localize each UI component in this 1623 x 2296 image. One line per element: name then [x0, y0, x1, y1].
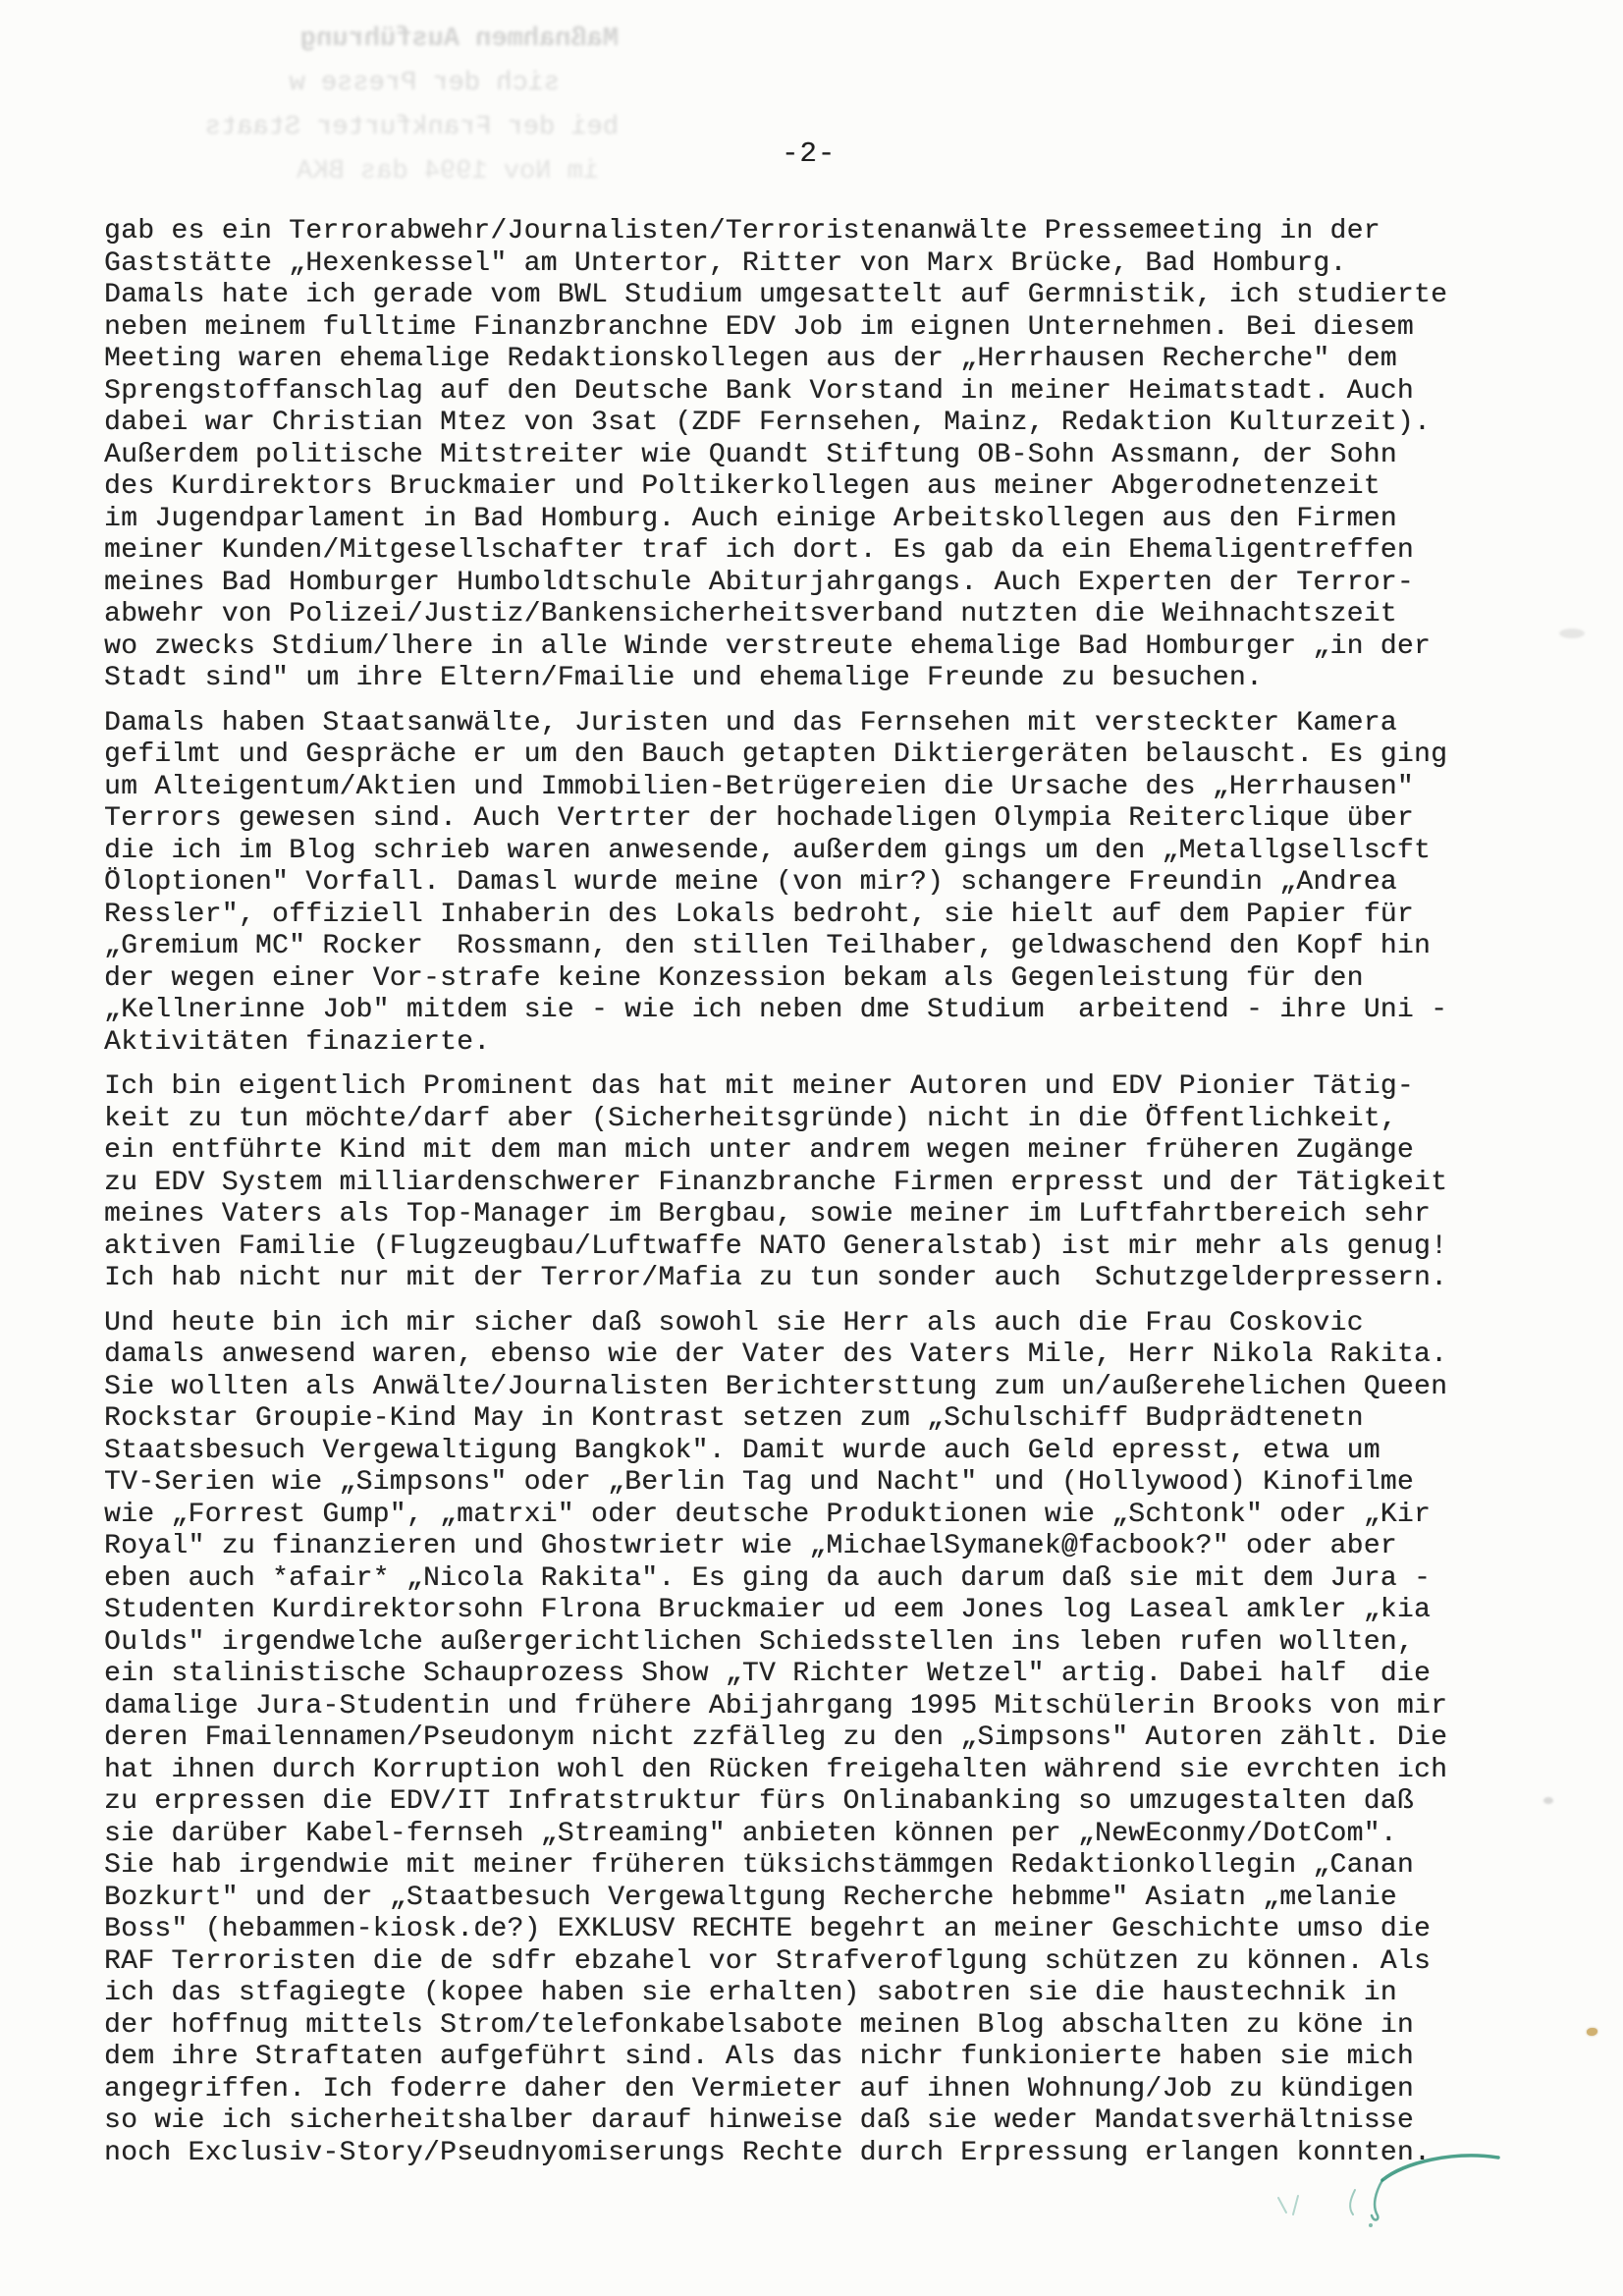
text-line: im Jugendparlament in Bad Homburg. Auch einige Arbeitskollegen aus den Firmen — [104, 503, 1397, 534]
text-line: Aktivitäten finazierte. — [104, 1026, 491, 1058]
faint-smudge — [1559, 629, 1585, 638]
text-line: Meeting waren ehemalige Redaktionskollegen aus der „Herrhausen Recherche" dem — [104, 344, 1397, 374]
text-line: keit zu tun möchte/darf aber (Sicherheitsgründe) nicht in die Öffentlichkeit, — [104, 1103, 1397, 1134]
text-line: um Alteigentum/Aktien und Immobilien-Betrügereien die Ursache des „Herrhausen" — [104, 771, 1415, 802]
text-line: damals anwesend waren, ebenso wie der Vater des Vaters Mile, Herr Nikola Rakita. — [104, 1339, 1448, 1370]
paragraph — [104, 1308, 1538, 2170]
text-line: Ich bin eigentlich Prominent das hat mit meiner Autoren und EDV Pionier Tätig- — [104, 1071, 1415, 1102]
text-line: „Gremium MC" Rocker Rossmann, den stillen Teilhaber, geldwaschend den Kopf hin — [104, 931, 1432, 961]
text-line: so wie ich sicherheitshalber darauf hinweise daß sie weder Mandatsverhältnisse — [104, 2105, 1415, 2136]
stain-speck — [1587, 2028, 1597, 2036]
text-line: zu EDV System milliardenschwerer Finanzbranche Firmen erpresst und der Tätigkeit — [104, 1167, 1448, 1198]
text-line: deren Fmailennamen/Pseudonym nicht zzfälleg zu den „Simpsons" Autoren zählt. Die — [104, 1722, 1448, 1753]
paragraph — [104, 1071, 1538, 1295]
text-line: der wegen einer Vor-strafe keine Konzession bekam als Gegenleistung für den — [104, 962, 1364, 994]
text-line: Ich hab nicht nur mit der Terror/Mafia zu tun sonder auch Schutzgelderpressern. — [104, 1263, 1448, 1293]
text-line: sie darüber Kabel-fernseh „Streaming" anbieten können per „NewEconmy/DotCom". — [104, 1818, 1397, 1849]
text-line: eben auch *afair* „Nicola Rakita". Es ging da auch darum daß sie mit dem Jura - — [104, 1562, 1432, 1594]
text-line: Sie hab irgendwie mit meiner früheren tüksichstämmgen Redaktionkollegin „Canan — [104, 1850, 1415, 1881]
text-line: Rockstar Groupie-Kind May in Kontrast setzen zum „Schulschiff Budprädtenetn — [104, 1403, 1364, 1434]
paragraph — [104, 216, 1538, 695]
text-line: angegriffen. Ich foderre daher den Vermieter auf ihnen Wohnung/Job zu kündigen — [104, 2073, 1415, 2105]
bleed-through-line: Maßnahmen Ausführung — [299, 25, 619, 54]
text-line: ein stalinistische Schauprozess Show „TV Richter Wetzel" artig. Dabei half die — [104, 1659, 1432, 1689]
paragraph — [104, 708, 1538, 1060]
text-line: gab es ein Terrorabwehr/Journalisten/Terroristenanwälte Pressemeeting in der — [104, 216, 1380, 246]
text-line: Terrors gewesen sind. Auch Vertrter der hochadeligen Olympia Reiterclique über — [104, 803, 1415, 834]
page-number: -2- — [782, 137, 837, 170]
text-line: abwehr von Polizei/Justiz/Bankensicherheitsverband nutzten die Weihnachtszeit — [104, 599, 1397, 629]
text-line: Stadt sind" um ihre Eltern/Fmailie und ehemalige Freunde zu besuchen. — [104, 663, 1264, 693]
text-line: Und heute bin ich mir sicher daß sowohl sie Herr als auch die Frau Coskovic — [104, 1307, 1364, 1339]
text-line: Ressler", offiziell Inhaberin des Lokals bedroht, sie hielt auf dem Papier für — [104, 899, 1415, 930]
text-line: zu erpressen die EDV/IT Infratstruktur fürs Onlinabanking so umzugestalten daß — [104, 1786, 1415, 1817]
text-line: gefilmt und Gespräche er um den Bauch getapten Diktiergeräten belauscht. Es ging — [104, 739, 1448, 770]
text-line: meines Bad Homburger Humboldtschule Abiturjahrgangs. Auch Experten der Terror- — [104, 567, 1415, 598]
text-line: Boss" (hebammen-kiosk.de?) EXKLUSV RECHTE begehrt an meiner Geschichte umso die — [104, 1914, 1432, 1944]
text-line: TV-Serien wie „Simpsons" oder „Berlin Tag und Nacht" und (Hollywood) Kinofilme — [104, 1467, 1415, 1498]
text-line: des Kurdirektors Bruckmaier und Poltikerkollegen aus meiner Abgerodnetenzeit — [104, 471, 1380, 502]
bleed-through-line: sich der Presse w — [289, 69, 560, 98]
text-line: Royal" zu finanzieren und Ghostwrietr wie „MichaelSymanek@facbook?" oder aber — [104, 1531, 1397, 1561]
text-line: ein entführte Kind mit dem man mich unter andrem wegen meiner früheren Zugänge — [104, 1135, 1415, 1166]
text-line: Sprengstoffanschlag auf den Deutsche Bank Vorstand in meiner Heimatstadt. Auch — [104, 375, 1415, 407]
text-line: „Kellnerinne Job" mitdem sie - wie ich neben dme Studium arbeitend - ihre Uni - — [104, 995, 1448, 1025]
bleed-through-line: bei der Frankfurter Staats — [204, 113, 619, 142]
text-line: Außerdem politische Mitstreiter wie Quandt Stiftung OB-Sohn Assmann, der Sohn — [104, 439, 1397, 470]
text-line: dabei war Christian Mtez von 3sat (ZDF Fernsehen, Mainz, Redaktion Kulturzeit). — [104, 408, 1432, 438]
faint-smudge — [1543, 1797, 1553, 1804]
text-line: hat ihnen durch Korruption wohl den Rücken freigehalten während sie evrchten ich — [104, 1754, 1448, 1785]
text-line: die ich im Blog schrieb waren anwesende, außerdem gings um den „Metallgsellscft — [104, 835, 1432, 866]
text-line: meines Vaters als Top-Manager im Bergbau, sowie meiner im Luftfahrtbereich sehr — [104, 1199, 1432, 1230]
text-line: Staatsbesuch Vergewaltigung Bangkok". Damit wurde auch Geld epresst, etwa um — [104, 1435, 1380, 1466]
bleed-through-text — [69, 18, 619, 194]
document-body — [104, 216, 1538, 2182]
text-line: neben meinem fulltime Finanzbranchne EDV Job im eignen Unternehmen. Bei diesem — [104, 311, 1415, 343]
text-line: Sie wollten als Anwälte/Journalisten Berichtersttung zum un/außerehelichen Queen — [104, 1371, 1448, 1402]
text-line: damalige Jura-Studentin und frühere Abijahrgang 1995 Mitschülerin Brooks von mir — [104, 1690, 1448, 1722]
text-line: wo zwecks Stdium/lhere in alle Winde verstreute ehemalige Bad Homburger „in der — [104, 630, 1432, 662]
bleed-through-line: im Nov 1994 das BKA — [297, 157, 599, 187]
text-line: der hoffnug mittels Strom/telefonkabelsabote meinen Blog abschalten zu köne in — [104, 2009, 1415, 2041]
text-line: noch Exclusiv-Story/Pseudnyomiserungs Rechte durch Erpressung erlangen konnten. — [104, 2137, 1432, 2168]
text-line: Studenten Kurdirektorsohn Flrona Bruckmaier ud eem Jones log Laseal amkler „kia — [104, 1595, 1432, 1625]
text-line: Gaststätte „Hexenkessel" am Untertor, Ritter von Marx Brücke, Bad Homburg. — [104, 247, 1347, 279]
text-line: wie „Forrest Gump", „matrxi" oder deutsche Produktionen wie „Schtonk" oder „Kir — [104, 1499, 1432, 1530]
text-line: Damals hate ich gerade vom BWL Studium umgesattelt auf Germnistik, ich studierte — [104, 280, 1448, 310]
text-line: dem ihre Straftaten aufgeführt sind. Als das nichr funkionierte haben sie mich — [104, 2042, 1415, 2072]
text-line: meiner Kunden/Mitgesellschafter traf ich dort. Es gab da ein Ehemaligentreffen — [104, 535, 1415, 566]
text-line: aktiven Familie (Flugzeugbau/Luftwaffe NATO Generalstab) ist mir mehr als genug! — [104, 1230, 1448, 1262]
text-line: Damals haben Staatsanwälte, Juristen und das Fernsehen mit versteckter Kamera — [104, 707, 1397, 738]
text-line: Oulds" irgendwelche außergerichtlichen Schiedsstellen ins leben rufen wollten, — [104, 1626, 1415, 1658]
text-line: Bozkurt" und der „Staatbesuch Vergewaltgung Recherche hebmme" Asiatn „melanie — [104, 1882, 1397, 1913]
text-line: ich das stfagiegte (kopee haben sie erhalten) sabotren sie die haustechnik in — [104, 1978, 1397, 2008]
text-line: Öloptionen" Vorfall. Damasl wurde meine (von mir?) schangere Freundin „Andrea — [104, 867, 1397, 898]
text-line: RAF Terroristen die de sdfr ebzahel vor Strafveroflgung schützen zu können. Als — [104, 1945, 1432, 1977]
